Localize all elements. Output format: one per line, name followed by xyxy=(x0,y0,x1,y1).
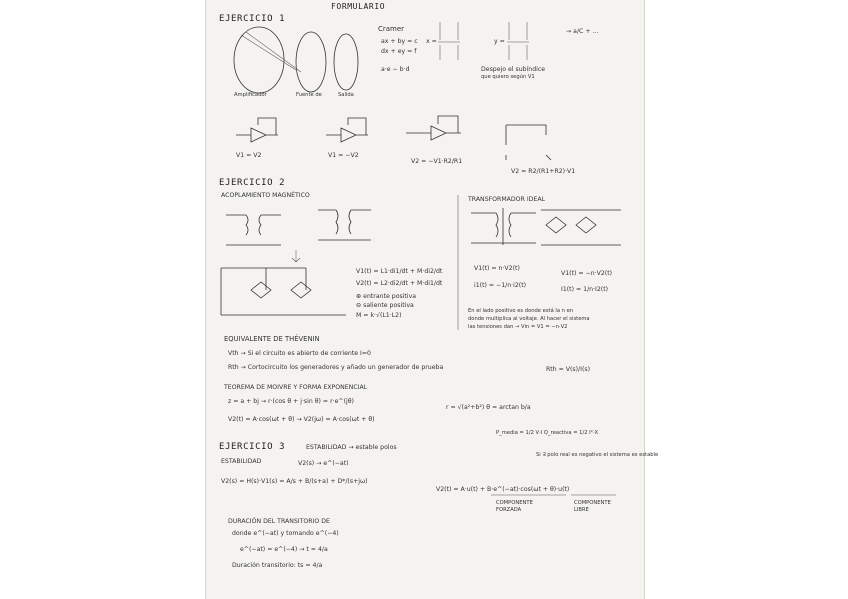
ideal-eq-1: V1(t) = n·V2(t) xyxy=(474,265,520,272)
opamp-label-4: V2 = R2/(R1+R2)·V1 xyxy=(511,168,576,175)
t-equivalent-circuit xyxy=(221,268,346,315)
venn-label-3: Salida xyxy=(338,92,354,98)
coupled-inductors xyxy=(226,215,281,245)
cramer-eq2: dx + ey = f xyxy=(381,48,417,55)
fasores-line-3: V2(t) = A·cos(ωt + θ) → V2(jω) = A·cos(ωt + θ) xyxy=(228,416,375,423)
ej3-right-note: Si ∃ polo real es negativo el sistema es estable xyxy=(536,452,659,458)
subtitle-acoplamiento: ACOPLAMIENTO MAGNÉTICO xyxy=(221,192,310,199)
divider-circuit xyxy=(506,125,551,160)
formula-sheet xyxy=(205,0,659,599)
cramer-title: Cramer xyxy=(378,25,405,33)
fasores-line-4: P_media = 1/2 V·I Q_reactiva = 1/2 I²·X xyxy=(496,430,598,436)
under-label-2: FORZADA xyxy=(496,507,522,513)
coupled-inductors-2 xyxy=(318,210,371,240)
fasores-title: TEOREMA DE MOIVRE Y FORMA EXPONENCIAL xyxy=(224,384,368,391)
transform-note: → a/C + ... xyxy=(566,28,599,35)
venn-label-1: Amplificador xyxy=(234,92,267,98)
matrix-x xyxy=(440,22,458,60)
matrix-y xyxy=(509,22,527,60)
fasores-line-2: r = √(a²+b²) θ = arctan b/a xyxy=(446,404,531,411)
duration-line-2: e^(−at) = e^(−4) → t = 4/a xyxy=(240,546,328,553)
section-title-ej1: EJERCICIO 1 xyxy=(219,14,286,24)
venn-label-2: Fuente de xyxy=(296,92,322,98)
despeje-note: Despejo el subíndice xyxy=(481,66,546,73)
ideal-eq-3: i1(t) = −1/n·i2(t) xyxy=(474,282,527,289)
opamp-inverter xyxy=(326,118,368,142)
under-label-4: LIBRE xyxy=(574,507,589,513)
coupling-eq-2: V2(t) = L2·di2/dt + M·di1/dt xyxy=(356,280,443,287)
coupling-eq-4: ⊖ saliente positiva xyxy=(356,302,414,309)
coupling-eq-3: ⊕ entrante positiva xyxy=(356,293,417,300)
venn-arrow xyxy=(241,32,301,72)
ideal-note-1: En el lado positivo es donde está la n en xyxy=(468,308,574,314)
venn-ellipse-1 xyxy=(234,27,284,93)
ideal-note-3: las tensiones dan → Vin = V1 = −n·V2 xyxy=(468,324,568,330)
under-label-3: COMPONENTE xyxy=(574,500,611,506)
page-title: FORMULARIO xyxy=(331,2,386,11)
despeje-note-2: que quiero según V1 xyxy=(481,74,535,80)
thevenin-title: EQUIVALENTE DE THÉVENIN xyxy=(224,335,320,343)
opamp-gain xyxy=(406,116,461,140)
duration-line-3: Duración transitorio: ts = 4/a xyxy=(232,562,323,569)
cramer-det: a·e − b·d xyxy=(381,66,410,73)
cramer-y: y = xyxy=(494,38,505,45)
h-expr: V2(s) = H(s)·V1(s) = A/s + B/(s+a) + D*/(s+jω) xyxy=(221,478,368,485)
estabilidad-label: ESTABILIDAD xyxy=(221,458,262,465)
under-label-1: COMPONENTE xyxy=(496,500,533,506)
estab-expr: V2(s) → e^(−at) xyxy=(298,460,349,467)
coupling-eq-1: V1(t) = L1·di1/dt + M·di2/dt xyxy=(356,268,443,275)
down-arrow xyxy=(292,250,300,262)
section-title-ej2: EJERCICIO 2 xyxy=(219,178,286,188)
ideal-eq-2: V1(t) = −n·V2(t) xyxy=(561,270,613,277)
opamp-label-3: V2 = −V1·R2/R1 xyxy=(411,158,463,165)
coupling-eq-5: M = k·√(L1·L2) xyxy=(356,312,402,319)
opamp-label-1: V1 = V2 xyxy=(236,152,262,159)
venn-ellipse-3 xyxy=(334,34,358,90)
opamp-follower xyxy=(236,118,278,142)
ej3-lead: ESTABILIDAD → estable polos xyxy=(306,444,397,451)
venn-ellipse-2 xyxy=(296,32,326,92)
opamp-label-2: V1 = −V2 xyxy=(328,152,359,159)
cramer-eq1: ax + by = c xyxy=(381,38,418,45)
duration-title: DURACIÓN DEL TRANSITORIO DE xyxy=(228,518,330,525)
thevenin-line-1: Vth → Si el circuito es abierto de corriente I=0 xyxy=(228,350,371,357)
fasores-line-1: z = a + bj → r·(cos θ + j·sin θ) = r·e^(jθ) xyxy=(228,398,354,405)
ideal-note-2: donde multiplica al voltaje. Al hacer el sistema xyxy=(468,316,590,322)
thevenin-line-2: Rth → Cortocircuito los generadores y añado un generador de prueba xyxy=(228,364,444,371)
cramer-x: x = xyxy=(426,38,437,45)
subtitle-transformador: TRANSFORMADOR IDEAL xyxy=(468,196,545,203)
thevenin-line-3: Rth = V(s)/I(s) xyxy=(546,366,591,373)
duration-line-1: donde e^(−at) y tomando e^(−4) xyxy=(232,530,339,537)
inv-expr: V2(t) = A·u(t) + B·e^(−at)·cos(ωt + θ)·u(t) xyxy=(436,486,570,493)
ideal-equivalent xyxy=(541,210,621,245)
section-title-ej3: EJERCICIO 3 xyxy=(219,442,286,452)
ideal-eq-4: I1(t) = 1/n·I2(t) xyxy=(561,286,609,293)
ideal-transformer xyxy=(471,208,536,245)
